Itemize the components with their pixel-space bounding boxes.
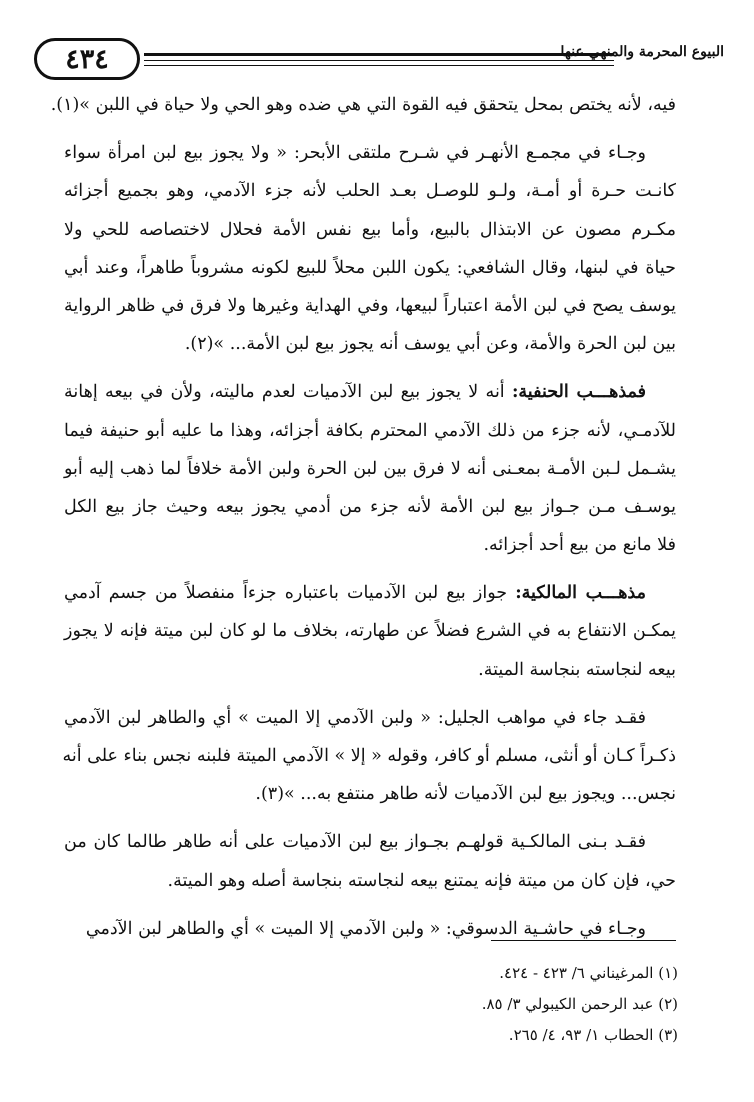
paragraph xyxy=(64,373,676,564)
text-line: كانـت حـرة أو أمـة، ولـو للوصـل بعـد الحلب لأنه جزء الآدمي، وهو بجميع أجزائه xyxy=(64,181,676,202)
paragraph xyxy=(50,86,676,124)
text-line: يمكـن الانتفاع به في الشرع فضلاً عن طهارته، بخلاف ما لو كان لبن ميتة فإنه لا يجوز xyxy=(64,621,676,642)
header-rule xyxy=(144,53,614,56)
header-rule xyxy=(144,60,614,61)
text-line: يشـمل لـبن الأمـة بمعـنى أنه لا فرق بين لبن الحرة ولبن الأمة خلافاً لما ذهب إليه أبو xyxy=(64,458,676,479)
page-number: ٤٣٤ xyxy=(34,38,140,80)
section-lead: فمذهـــب الحنفية: xyxy=(511,382,646,403)
text-line: وجـاء في مجمـع الأنهـر في شـرح ملتقى الأبحر: « ولا يجوز بيع لبن امرأة سواء xyxy=(64,143,646,164)
text-line: يوسـف مـن جـواز بيع لبن الأمة لأنه جزء من أدمي يجوز بيعه وحيث جاز بيع الكل xyxy=(64,496,676,517)
footnote-separator xyxy=(491,940,676,941)
text-line: حي، فإن كان من ميتة فإنه يمتنع بيعه لنجاسته بنجاسة أصله وهو الميتة. xyxy=(167,870,676,891)
text-line: فيه، لأنه يختص بمحل يتحقق فيه القوة التي هي ضده وهو الحي ولا حياة في اللبن »(١). xyxy=(50,95,676,115)
paragraph xyxy=(64,134,676,363)
text-line: يوسف يصح في لبن الأمة اعتباراً لبيعها، وفي الهداية وغيرها ولا فرق في ظاهر الرواية xyxy=(64,295,676,316)
text-line xyxy=(64,373,676,411)
line-text: جواز بيع لبن الآدميات باعتباره جزءاً منفصلاً من جسم آدمي xyxy=(64,583,516,604)
paragraph xyxy=(64,823,676,899)
text-line: بين لبن الحرة والأمة، وعن أبي يوسف أنه يجوز بيع لبن الأمة... »(٢). xyxy=(184,334,676,355)
text-line: فلا مانع من بيع أحد أجزائه. xyxy=(483,535,676,556)
paragraph xyxy=(64,574,676,689)
paragraph xyxy=(64,699,676,814)
footnote: (١) المرغيناني ٦/ ٤٢٣ - ٤٢٤. xyxy=(499,964,678,982)
text-line: حياة في لبنها، وقال الشافعي: يكون اللبن محلاً للبيع لكونه مشروباً طاهراً، وعند أبي xyxy=(64,257,676,278)
text-line: ذكـراً كـان أو أنثى، مسلم أو كافر، وقوله « إلا » الآدمي الميتة فلبنه نجس بناء على أنه xyxy=(62,746,676,766)
header-rule xyxy=(144,65,614,66)
text-line: فقـد جاء في مواهب الجليل: « ولبن الآدمي إلا الميت » أي والطاهر لبن الآدمي xyxy=(64,707,646,728)
running-title: البيوع المحرمة والمنهي عنها xyxy=(560,44,724,60)
footnote: (٢) عبد الرحمن الكيبولي ٣/ ٨٥. xyxy=(481,995,678,1013)
text-line: نجس... ويجوز بيع لبن الآدميات لأنه طاهر منتفع به... »(٣). xyxy=(255,784,676,805)
line-text: أنه لا يجوز بيع لبن الآدميات لعدم ماليته، ولأن في بيعه إهانة xyxy=(64,382,512,403)
text-line: بيعه لنجاسته بنجاسة الميتة. xyxy=(478,659,676,680)
text-line xyxy=(64,574,676,612)
text-line: للآدمـي، لأنه جزء من ذلك الآدمي المحترم بكافة أجزائه، وهذا ما عليه أبو حنيفة فيما xyxy=(64,420,676,441)
page-header xyxy=(34,38,724,84)
footnote: (٣) الحطاب ١/ ٩٣، ٤/ ٢٦٥. xyxy=(508,1026,678,1044)
text-line: مكـرم مصون عن الابتذال بالبيع، وأما بيع نفس الأمة فحلال لاختصاصه للحي ولا xyxy=(64,219,676,240)
text-line: فقـد بـنى المالكـية قولهـم بجـواز بيع لبن الآدميات على أنه طاهر طالما كان من xyxy=(64,832,646,853)
main-text xyxy=(50,86,676,958)
paragraph xyxy=(64,910,676,948)
text-line: وجـاء في حاشـية الدسوقي: « ولبن الآدمي إلا الميت » أي والطاهر لبن الآدمي xyxy=(85,918,646,939)
footnotes xyxy=(278,958,678,1051)
section-lead: مذهـــب المالكية: xyxy=(515,583,646,604)
